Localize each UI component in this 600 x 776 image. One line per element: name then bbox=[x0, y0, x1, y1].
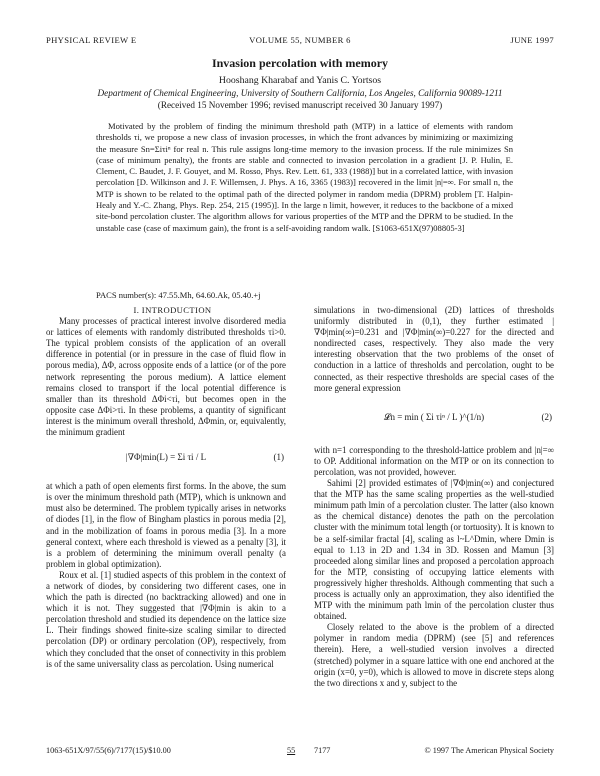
author-list: Hooshang Kharabaf and Yanis C. Yortsos bbox=[218, 75, 382, 86]
equation-1-body: |∇Φ|min(L) = Σi τi / L bbox=[125, 452, 207, 463]
article-title: Invasion percolation with memory bbox=[211, 56, 389, 70]
running-head bbox=[46, 35, 554, 47]
received-dates: (Received 15 November 1996; revised manuscript received 30 January 1997) bbox=[157, 100, 443, 110]
paragraph: simulations in two-dimensional (2D) lattices of thresholds uniformly distributed in (0,1), they further estimated |∇Φ|min(∞)=0.231 and |∇Φ|min(∞)=0.227 for the directed and nondirected cases, respectively. They also made the very interesting observation that the two problems of the onset of conduction in a lattice of thresholds and percolation, ought to be connected, as their respective thresholds are special cases of the more general expression bbox=[314, 305, 554, 393]
footer-volume: 55 bbox=[287, 746, 296, 755]
page-number: 7177 bbox=[314, 746, 331, 755]
abstract: Motivated by the problem of finding the minimum threshold path (MTP) in a lattice of elements with random thresholds τi, we propose a new class of invasion processes, in which the front advances by minimizing or maximizing the measure Sn=Σiτiⁿ for real n. This rule assigns long-time memory to the invasion process. If the rule minimizes Sn (case of minimum penalty), the fronts are stable and connected to invasion percolation in a gradient [J. P. Hulin, E. Clement, C. Baudet, J. F. Gouyet, and M. Rosso, Phys. Rev. Lett. 61, 333 (1988)] but in a correlated lattice, with invasion percolation [D. Wilkinson and J. F. Willemsen, J. Phys. A 16, 3365 (1983)] recovered in the limit |n|=∞. For small n, the MTP is shown to be related to the optimal path of the directed polymer in random media (DPRM) problem [T. Halpin-Healy and Y.-C. Zhang, Phys. Rep. 254, 215 (1995)]. In the large n limit, however, it reduces to the backbone of a mixed site-bond percolation cluster. The algorithm allows for various properties of the MTP and the DPRM to be studied. In the unstable case (case of maximum gain), the front is a self-avoiding random walk. [S1063-651X(97)08805-3] bbox=[96, 121, 513, 233]
paragraph: Sahimi [2] provided estimates of |∇Φ|min(∞) and conjectured that the MTP has the same scaling properties as the well-studied minimum path lmin of a percolation cluster. The latter (also known as the chemical distance) denotes the path on the percolation cluster with the minimum total length (or tortuosity). It is known to be a self-similar fractal [4], scaling as l~L^Dmin, where Dmin is equal to 1.13 in 2D and 1.34 in 3D. Rossen and Mamun [3] proceeded along similar lines and proposed a percolation approach for the MTP, consisting of occupying lattice elements with progressively higher thresholds. Although commenting that such a process is actually only an approximation, they also identified the MTP with the minimum path lmin of the percolation cluster thus obtained. bbox=[314, 478, 554, 622]
affiliation: Department of Chemical Engineering, University of Southern California, Los Angeles, California 90089-1211 bbox=[97, 88, 503, 98]
paragraph: Closely related to the above is the problem of a directed polymer in random media (DPRM) (see [5] and references therein). Here, a well-studied version involves a directed (stretched) polymer in a square lattice with one end anchored at the origin (x=0, y=0), which is allowed to move in discrete steps along the two directions x and y, subject to the bbox=[314, 622, 554, 688]
equation-2 bbox=[314, 400, 554, 438]
journal-name: PHYSICAL REVIEW E bbox=[46, 35, 137, 45]
equation-1-number: (1) bbox=[273, 452, 284, 463]
equation-1 bbox=[46, 444, 286, 474]
right-column bbox=[314, 305, 554, 735]
volume-number: VOLUME 55, NUMBER 6 bbox=[249, 35, 351, 45]
copyright: © 1997 The American Physical Society bbox=[424, 746, 554, 755]
paragraph: with n=1 corresponding to the threshold-lattice problem and |n|=∞ to OP. Additional information on the MTP or on its connection to percolation, was not provided, however. bbox=[314, 444, 554, 477]
paragraph: Roux et al. [1] studied aspects of this problem in the context of a network of diodes, by considering two different cases, one in which the path is directed (no backtracking allowed) and one in which it is not. They suggested that |∇Φ|min is akin to a percolation threshold and studied its dependence on the lattice size L. Their findings showed finite-size scaling similar to directed percolation (DP) or ordinary percolation (OP), respectively, from which they concluded that the onset of connectivity in this problem is of the same universality class as percolation. Using numerical bbox=[46, 569, 286, 669]
equation-2-body: 𝓛n = min ( Σi τiⁿ / L )^(1/n) bbox=[383, 411, 485, 422]
left-column bbox=[46, 305, 286, 735]
section-heading: I. INTRODUCTION bbox=[133, 305, 212, 315]
paragraph: Many processes of practical interest involve disordered media or lattices of elements with randomly distributed thresholds τi>0. The typical problem consists of the application of an overall difference in potential (or in pressure in the case of fluid flow in porous media), ΔΦ, across opposite ends of a lattice (or of the pore network representing the porous medium). A lattice element remains closed to transport if the local potential difference is smaller than its threshold ΔΦi<τi, but becomes open in the opposite case ΔΦi>τi. In these problems, a quantity of significant interest is the minimum overall threshold, ΔΦmin, or, equivalently, the minimum gradient bbox=[46, 316, 286, 438]
pacs-numbers: PACS number(s): 47.55.Mh, 64.60.Ak, 05.40.+j bbox=[96, 290, 261, 300]
title-block bbox=[70, 56, 530, 111]
issue-date: JUNE 1997 bbox=[510, 35, 554, 45]
article-code: 1063-651X/97/55(6)/7177(15)/$10.00 bbox=[46, 746, 171, 755]
paragraph: at which a path of open elements first forms. In the above, the sum is over the minimum threshold path (MTP), which is unknown and must also be determined. The problem typically arises in networks of diodes [1], in the flow of Bingham plastics in porous media [2], and in the mobilization of foams in porous media [3]. In a more general context, where each threshold is viewed as a penalty [3], it is a problem of determining the minimum overall penalty (a problem in global optimization). bbox=[46, 481, 286, 569]
equation-2-number: (2) bbox=[541, 411, 552, 422]
page-footer bbox=[46, 746, 554, 758]
